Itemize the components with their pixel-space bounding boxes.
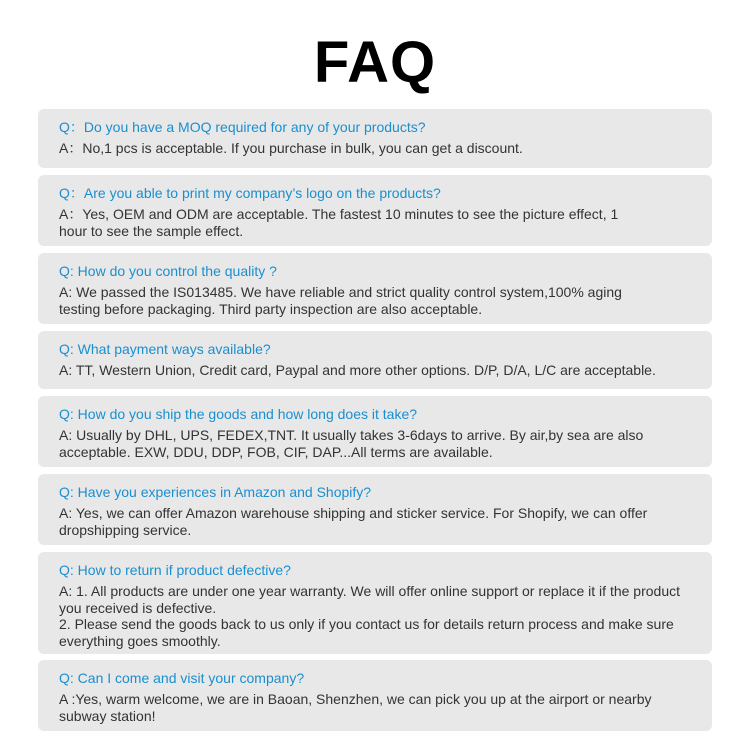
faq-answer-line: testing before packaging. Third party inspection are also acceptable. (59, 300, 483, 317)
faq-item-shipping (38, 396, 712, 467)
faq-item-visit (38, 660, 712, 731)
faq-item-returns (38, 552, 712, 654)
faq-answer-line: A: TT, Western Union, Credit card, Paypal and more other options. D/P, D/A, L/C are acceptable. (59, 362, 656, 378)
faq-answer-line: everything goes smoothly. (59, 632, 221, 649)
faq-answer-line: A: 1. All products are under one year warranty. We will offer online support or replace it if the product (59, 583, 680, 599)
faq-question: Q: Can I come and visit your company? (59, 670, 305, 686)
faq-answer (59, 362, 692, 379)
faq-answer-line: A: Usually by DHL, UPS, FEDEX,TNT. It usually takes 3-6days to arrive. By air,by sea are also (59, 427, 644, 443)
faq-item-payment (38, 331, 712, 389)
faq-answer-line: A: Yes, we can offer Amazon warehouse shipping and sticker service. For Shopify, we can offer (59, 505, 648, 521)
faq-item-logo-printing (38, 175, 712, 246)
faq-item-moq (38, 109, 712, 168)
faq-question: Q: What payment ways available? (59, 341, 271, 357)
faq-answer-line: dropshipping service. (59, 521, 192, 538)
faq-answer-line: hour to see the sample effect. (59, 222, 244, 239)
faq-answer-line: subway station! (59, 707, 156, 724)
page-title: FAQ (313, 30, 437, 95)
faq-answer-line: 2. Please send the goods back to us only if you contact us for details return process and make sure (59, 616, 674, 632)
faq-question: Q: How do you control the quality ? (59, 263, 277, 279)
faq-question: Q：Are you able to print my company’s logo on the products? (59, 185, 441, 201)
faq-question: Q：Do you have a MOQ required for any of your products? (59, 119, 426, 135)
faq-question: Q: How do you ship the goods and how long does it take? (59, 406, 418, 422)
faq-answer (59, 284, 692, 317)
faq-answer-line: A :Yes, warm welcome, we are in Baoan, Shenzhen, we can pick you up at the airport or nearby (59, 691, 652, 707)
faq-answer-line: A: We passed the IS013485. We have reliable and strict quality control system,100% aging (59, 284, 622, 300)
faq-answer-line: A：No,1 pcs is acceptable. If you purchase in bulk, you can get a discount. (59, 140, 523, 156)
faq-answer (59, 505, 692, 538)
faq-answer (59, 206, 692, 239)
faq-answer-line: A：Yes, OEM and ODM are acceptable. The fastest 10 minutes to see the picture effect, 1 (59, 206, 619, 222)
faq-item-amazon-shopify (38, 474, 712, 545)
faq-answer (59, 691, 692, 724)
faq-answer (59, 427, 692, 460)
faq-question: Q: Have you experiences in Amazon and Shopify? (59, 484, 372, 500)
faq-item-quality-control (38, 253, 712, 324)
faq-answer (59, 140, 692, 157)
faq-question: Q: How to return if product defective? (59, 562, 291, 578)
faq-answer (59, 583, 692, 649)
faq-answer-line: you received is defective. (59, 599, 217, 616)
faq-answer-line: acceptable. EXW, DDU, DDP, FOB, CIF, DAP...All terms are available. (59, 443, 493, 460)
